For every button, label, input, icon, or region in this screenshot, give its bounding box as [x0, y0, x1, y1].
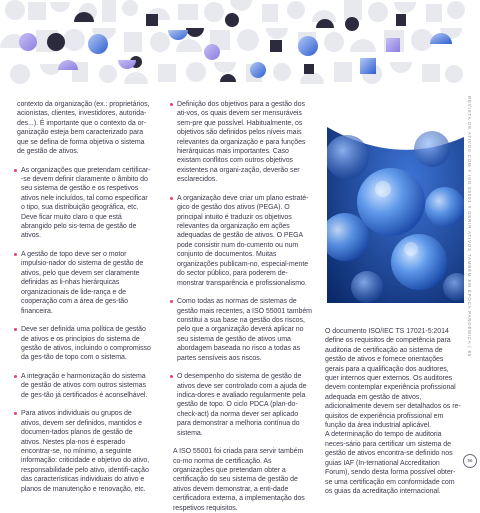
text-column-2 — [173, 100, 313, 513]
paragraph: O documento ISO/IEC TS 17021-5:2014 define os requisitos de competência para auditoria de certificação ao sistema de gestão de ativos e fornece orientações gerais para a qualificação dos auditores, quer internos quer externos. Os auditores devem contemplar experiência profissional adequada em gestão de ativos, adicionalmente devem ser detalhados os re-quisitos de experiência profissional em função da área industrial aplicável. — [325, 328, 461, 430]
paragraph: contexto da organização (ex.: proprietários, acionistas, clientes, investidores, autorida-des...). É importante que o contexto da or-ganização esteja bem caracterizado para que se defina de forma objetiva o sistema de gestão de ativos. — [17, 101, 150, 156]
cells-photo — [327, 97, 464, 303]
text-column-1 — [17, 100, 152, 494]
bullet-paragraph: A integração e harmonização do sistema de gestão de ativos com outros sistemas de ges-tão já certificados é aconselhável. — [17, 372, 152, 400]
bullet-paragraph: Para ativos individuais ou grupos de ativos, devem ser definidos, mantidos e documen-tados planos de gestão de ativos. Nestes pla-nos é esperado encontrar-se, no mínimo, a seguinte informação: criticidade e objetivo do ativo, responsabilidade pelo ativo, identifi-cação das características individuais do ativo e planos de manutenção e renovação, etc. — [17, 409, 152, 494]
header-pattern — [0, 0, 468, 96]
running-head — [466, 90, 478, 450]
bullet-paragraph: A organização deve criar um plano estraté-gico de gestão dos ativos (PEGA). O principal intuito é traduzir os objetivos relevantes da organização em ações adequadas de gestão de ativos. O PEGA pode consistir num do-cumento ou num conjunto de documentos. Muitas organizações publicam-no, especial-mente do sector público, para poderem de-monstrar transparência e profissionalismo. — [173, 194, 313, 288]
text-column-3 — [325, 327, 461, 496]
bullet-paragraph: Deve ser definida uma política de gestão de ativos e os princípios do sistema de gestão de ativos, incluindo o compromisso da ges-tão de topo com o sistema. — [17, 325, 152, 363]
bullet-paragraph: As organizações que pretendam certificar--se devem definir claramente o âmbito do seu sistema de gestão e os respetivos ativos nele incluídos, tal como especificar o tipo, sua distribuição geográfica, etc. Deve ficar muito claro o que está abrangido pelo sis-tema de gestão de ativos. — [17, 166, 152, 241]
page-badge: 96 — [463, 454, 477, 468]
paragraph: A determinação do tempo de auditoria neces-sário para certificar um sistema de gestão de ativos encontra-se definido nos guias IAF (In-ternational Accreditation Forum), sendo desta forma possível obter-se uma certificação em conformidade com os guias da acreditação internacional. — [325, 431, 456, 495]
bullet-paragraph: O desempenho do sistema de gestão de ativos deve ser controlado com a ajuda de indica-dores e avaliado regularmente pela gestão de topo. O ciclo PDCA (plan-do-check-act) da norma dever ser aplicado para demonstrar a melhoria contínua do sistema. — [173, 372, 313, 438]
running-head-text: REVISTA DE ATIVOS.COM # ISO 55001 # GERIR ATIVOS TAMBÉM EM ÉPOCA PANDÉMICA | 85 — [467, 96, 472, 358]
paragraph: A ISO 55001 foi criada para servir também co-mo norma de certificação. As organizações que pretendam obter a certificação do seu sistema de gestão de ativos devem demonstrar, a enti-dade certificadora externa, a implementação dos respetivos requisitos. — [173, 448, 305, 512]
bullet-paragraph: A gestão de topo deve ser o motor impulsio-nador do sistema de gestão de ativos, pelo que devem ser claramente definidas as li-nhas hierárquicas organizacionais de lide-rança e de cooperação com a área de ges-tão financeira. — [17, 250, 152, 316]
bullet-paragraph: Como todas as normas de sistemas de gestão mais recentes, a ISO 55001 também constitui a sua base na gestão dos riscos, pelo que a organização deverá aplicar no seu sistema de gestão de ativos uma abordagem baseada no risco a todas as partes sensíveis aos riscos. — [173, 297, 313, 363]
bullet-paragraph: Definição dos objetivos para a gestão dos ati-vos, os quais devem ser mensuráveis sem-pre que possível. Habitualmente, os objetivos são definidos pelos níveis mais relevantes da organização e para funções hierárquicas mais importantes. Caso existam conflitos com outros objetivos existentes na organi-zação, deverão ser esclarecidos. — [173, 100, 313, 185]
